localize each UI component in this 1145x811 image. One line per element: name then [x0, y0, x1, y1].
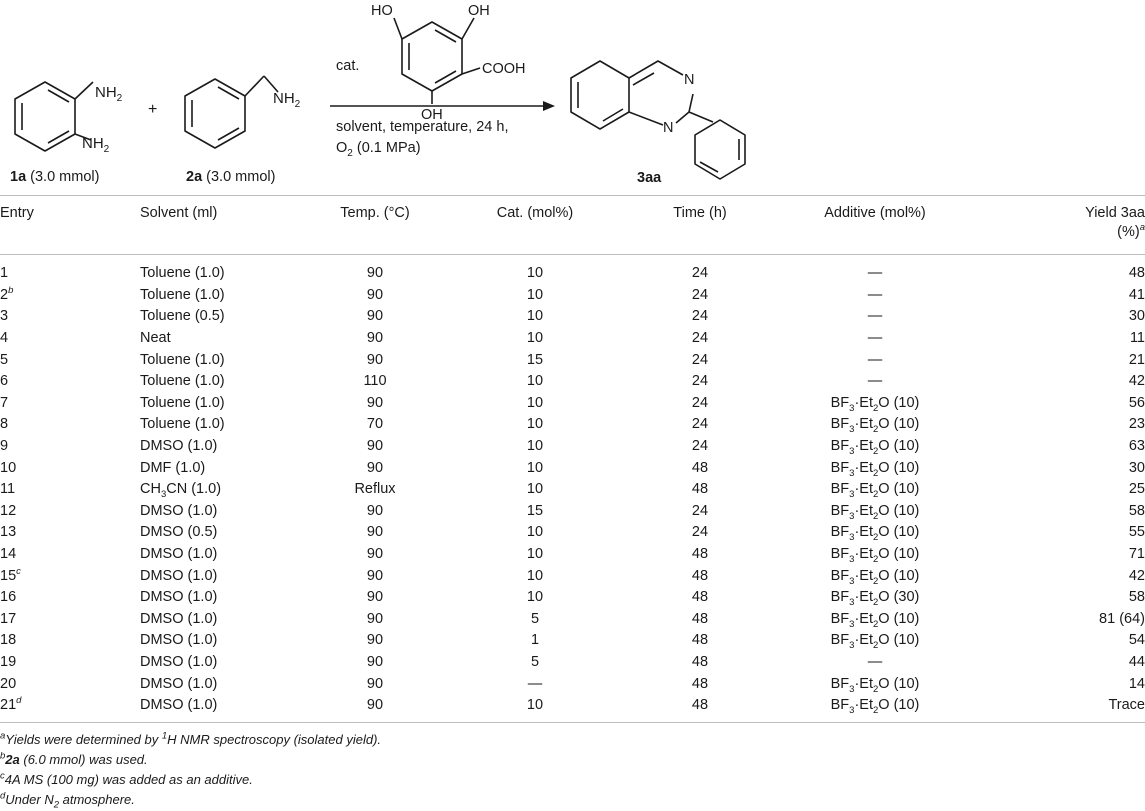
- header-yield: Yield 3aa (%)$^a$: [1085, 205, 1145, 240]
- cell-entry: 14: [0, 546, 17, 563]
- cell-additive: —: [867, 308, 883, 325]
- cell-yield: 58: [1128, 589, 1145, 606]
- table-row: [0, 371, 1145, 393]
- cell-temp: 90: [366, 286, 384, 303]
- cell-temp: 90: [366, 697, 384, 714]
- cell-cat: 10: [526, 308, 544, 325]
- cell-cat: 10: [526, 546, 544, 563]
- cell-cat: 10: [526, 697, 544, 714]
- cell-entry: 1: [0, 265, 9, 282]
- cell-entry: 15$^c$: [0, 565, 21, 584]
- table-row: [0, 254, 1145, 285]
- cell-cat: 15: [526, 351, 544, 368]
- cell-cat: 5: [530, 653, 540, 670]
- cell-time: 24: [691, 265, 709, 282]
- cell-additive: $BF_3\cdot Et_2O$ (10): [830, 416, 920, 436]
- cell-solvent: DMSO (1.0): [140, 632, 218, 649]
- cell-entry: 20: [0, 675, 17, 692]
- cell-time: 24: [691, 351, 709, 368]
- footnote-a: $^a$Yields were determined by $^1$H NMR spectroscopy (isolated yield).: [0, 730, 382, 747]
- cell-temp: 90: [366, 351, 384, 368]
- cell-temp: 90: [366, 675, 384, 692]
- cell-entry: 4: [0, 330, 9, 347]
- cell-yield: 30: [1128, 308, 1145, 325]
- reactant-2a-nh2: $NH_2$: [273, 90, 301, 110]
- cell-additive: $BF_3\cdot Et_2O$ (30): [830, 589, 920, 609]
- reactant-1a-nh2: $NH_2$: [82, 135, 110, 155]
- cell-yield: 63: [1128, 438, 1145, 455]
- cell-entry: 19: [0, 653, 17, 670]
- catalyst-cooh: COOH: [482, 61, 526, 77]
- table-row: [0, 436, 1145, 458]
- cell-cat: 10: [526, 394, 544, 411]
- cell-temp: 90: [366, 653, 384, 670]
- cell-time: 24: [691, 394, 709, 411]
- cell-cat: —: [527, 675, 543, 692]
- table-row: [0, 306, 1145, 328]
- cell-time: 48: [691, 459, 709, 476]
- table-row: [0, 522, 1145, 544]
- cell-cat: 10: [526, 567, 544, 584]
- table-row: [0, 393, 1145, 415]
- cell-entry: 21$^d$: [0, 695, 22, 714]
- cell-yield: 58: [1128, 502, 1145, 519]
- cell-cat: 10: [526, 330, 544, 347]
- table-header-row: [0, 200, 1145, 254]
- cell-yield: 11: [1129, 330, 1145, 347]
- cell-solvent: DMSO (1.0): [140, 675, 218, 692]
- cell-solvent: Toluene (1.0): [140, 373, 225, 390]
- cell-temp: 70: [366, 416, 384, 433]
- cell-cat: 10: [526, 481, 544, 498]
- cell-time: 48: [691, 675, 709, 692]
- cell-temp: 110: [363, 373, 387, 390]
- product-label: 3aa: [637, 170, 662, 186]
- cell-cat: 1: [530, 632, 540, 649]
- table-row: [0, 479, 1145, 501]
- cell-entry: 8: [0, 416, 9, 433]
- cell-additive: $BF_3\cdot Et_2O$ (10): [830, 697, 920, 717]
- cell-entry: 9: [0, 438, 9, 455]
- cell-additive: $BF_3\cdot Et_2O$ (10): [830, 438, 920, 457]
- cell-entry: 16: [0, 589, 17, 606]
- cell-time: 48: [691, 632, 709, 649]
- conditions-line-1: solvent, temperature, 24 h,: [336, 119, 509, 135]
- cell-cat: 10: [526, 416, 544, 433]
- cell-yield: 42: [1128, 567, 1145, 584]
- cell-yield: Trace: [1108, 697, 1145, 714]
- cell-solvent: DMSO (1.0): [140, 589, 218, 606]
- table-row: [0, 414, 1145, 436]
- cell-time: 24: [691, 438, 709, 455]
- cell-additive: —: [867, 265, 883, 282]
- cell-entry: 10: [0, 459, 17, 476]
- cell-time: 24: [691, 502, 709, 519]
- cell-temp: 90: [366, 546, 384, 563]
- cell-temp: 90: [366, 524, 384, 541]
- cell-time: 48: [691, 653, 709, 670]
- cell-temp: 90: [366, 567, 384, 584]
- cell-temp: 90: [366, 502, 384, 519]
- cell-cat: 10: [526, 373, 544, 390]
- cell-yield: 81 (64): [1099, 610, 1145, 627]
- cell-additive: —: [867, 653, 883, 670]
- cell-yield: 30: [1128, 459, 1145, 476]
- cell-solvent: DMSO (1.0): [140, 697, 218, 714]
- cell-additive: —: [867, 330, 883, 347]
- cell-additive: $BF_3\cdot Et_2O$ (10): [830, 675, 920, 695]
- table-row: [0, 501, 1145, 523]
- cell-solvent: Toluene (1.0): [140, 416, 225, 433]
- cell-time: 48: [691, 610, 709, 627]
- cell-entry: 11: [0, 481, 16, 498]
- cell-solvent: Neat: [140, 330, 171, 347]
- cell-time: 24: [691, 373, 709, 390]
- cell-solvent: DMSO (1.0): [140, 546, 218, 563]
- cell-time: 48: [691, 481, 709, 498]
- cell-time: 24: [691, 330, 709, 347]
- cell-cat: 10: [526, 438, 544, 455]
- cell-yield: 54: [1128, 632, 1145, 649]
- footnote-d: $^d$Under $N_2$ atmosphere.: [0, 790, 135, 811]
- cell-cat: 15: [526, 502, 544, 519]
- footnote-c: $^c$4A MS (100 mg) was added as an additive.: [0, 770, 253, 787]
- cell-additive: $BF_3\cdot Et_2O$ (10): [830, 632, 920, 652]
- cell-entry: 18: [0, 632, 17, 649]
- cell-cat: 10: [526, 286, 544, 303]
- cell-additive: $BF_3\cdot Et_2O$ (10): [830, 502, 920, 522]
- cell-solvent: $CH_3CN$ (1.0): [140, 481, 222, 501]
- cell-additive: $BF_3\cdot Et_2O$ (10): [830, 524, 920, 544]
- cell-yield: 41: [1128, 286, 1145, 303]
- cell-temp: 90: [366, 589, 384, 606]
- cell-cat: 10: [526, 459, 544, 476]
- cell-yield: 71: [1128, 546, 1145, 563]
- cell-yield: 23: [1128, 416, 1145, 433]
- cell-yield: 42: [1128, 373, 1145, 390]
- cell-additive: $BF_3\cdot Et_2O$ (10): [830, 567, 920, 587]
- cell-solvent: Toluene (1.0): [140, 286, 225, 303]
- cell-temp: 90: [366, 438, 384, 455]
- reaction-scheme: [0, 0, 1145, 190]
- cell-temp: 90: [366, 610, 384, 627]
- table-row: [0, 328, 1145, 350]
- catalyst-oh-bottom: OH: [421, 107, 443, 123]
- cell-solvent: DMSO (1.0): [140, 438, 218, 455]
- cell-temp: 90: [366, 632, 384, 649]
- table-row: [0, 695, 1145, 717]
- cell-yield: 21: [1128, 351, 1145, 368]
- cell-solvent: Toluene (1.0): [140, 394, 225, 411]
- cell-yield: 56: [1128, 394, 1145, 411]
- cell-additive: —: [867, 286, 883, 303]
- cell-temp: 90: [366, 265, 384, 282]
- product-n-bottom: N: [663, 120, 674, 136]
- table-footnotes: [0, 730, 1145, 810]
- table-row: [0, 587, 1145, 609]
- cell-solvent: DMSO (1.0): [140, 653, 218, 670]
- table-row: [0, 285, 1145, 307]
- cell-time: 48: [691, 567, 709, 584]
- cell-solvent: DMSO (0.5): [140, 524, 218, 541]
- cell-temp: 90: [366, 459, 384, 476]
- cell-entry: 5: [0, 351, 9, 368]
- cell-solvent: Toluene (1.0): [140, 351, 225, 368]
- cell-yield: 44: [1128, 653, 1145, 670]
- cell-time: 48: [691, 546, 709, 563]
- table-bottom-rule: [0, 722, 1145, 723]
- cell-time: 48: [691, 697, 709, 714]
- cell-cat: 5: [530, 610, 540, 627]
- cell-cat: 10: [526, 265, 544, 282]
- plus-sign: +: [148, 101, 158, 118]
- table-row: [0, 457, 1145, 479]
- header-additive: Additive (mol%): [824, 205, 926, 221]
- reactant-2a-structure: [185, 76, 278, 148]
- optimization-table: [0, 200, 1145, 716]
- cell-entry: 12: [0, 502, 17, 519]
- reactant-2a-label: 2a (3.0 mmol): [186, 169, 276, 185]
- reactant-1a-label: 1a (3.0 mmol): [10, 169, 100, 185]
- product-n-top: N: [684, 72, 695, 88]
- catalyst-prefix: cat.: [336, 58, 360, 74]
- cell-solvent: DMSO (1.0): [140, 502, 218, 519]
- cell-cat: 10: [526, 589, 544, 606]
- cell-additive: $BF_3\cdot Et_2O$ (10): [830, 481, 920, 501]
- cell-temp: 90: [366, 308, 384, 325]
- catalyst-oh-top-left: HO: [371, 3, 393, 19]
- cell-additive: $BF_3\cdot Et_2O$ (10): [830, 610, 920, 630]
- cell-time: 48: [691, 589, 709, 606]
- cell-entry: 13: [0, 524, 17, 541]
- table-row: [0, 652, 1145, 674]
- cell-entry: 7: [0, 394, 9, 411]
- cell-additive: —: [867, 373, 883, 390]
- header-cat: Cat. (mol%): [496, 205, 574, 221]
- table-row: [0, 609, 1145, 631]
- cell-solvent: Toluene (1.0): [140, 265, 225, 282]
- header-time: Time (h): [673, 205, 727, 221]
- cell-temp: 90: [366, 394, 384, 411]
- cell-additive: $BF_3\cdot Et_2O$ (10): [830, 546, 920, 565]
- arrow-head: [543, 101, 555, 111]
- conditions-line-2: $O_2$ (0.1 MPa): [336, 140, 421, 159]
- cell-entry: 6: [0, 373, 9, 390]
- cell-time: 24: [691, 416, 709, 433]
- header-entry: Entry: [0, 205, 34, 221]
- cell-solvent: DMSO (1.0): [140, 610, 218, 627]
- cell-time: 24: [691, 524, 709, 541]
- cell-entry: 3: [0, 308, 9, 325]
- cell-solvent: Toluene (0.5): [140, 308, 225, 325]
- table-row: [0, 349, 1145, 371]
- table-row: [0, 673, 1145, 695]
- cell-additive: $BF_3\cdot Et_2O$ (10): [830, 459, 920, 479]
- cell-entry: 17: [0, 610, 17, 627]
- cell-solvent: DMSO (1.0): [140, 567, 218, 584]
- catalyst-structure: [394, 18, 480, 104]
- cell-cat: 10: [526, 524, 544, 541]
- cell-time: 24: [691, 286, 709, 303]
- header-solvent: Solvent (ml): [140, 205, 218, 221]
- product-3aa-structure: [571, 61, 745, 179]
- footnote-b: $^b$2a (6.0 mmol) was used.: [0, 750, 148, 767]
- cell-entry: 2$^b$: [0, 285, 14, 303]
- cell-additive: —: [867, 351, 883, 368]
- table-row: [0, 544, 1145, 566]
- cell-additive: $BF_3\cdot Et_2O$ (10): [830, 394, 920, 414]
- table-top-rule: [0, 195, 1145, 196]
- cell-yield: 48: [1128, 265, 1145, 282]
- cell-yield: 14: [1128, 675, 1145, 692]
- cell-yield: 25: [1128, 481, 1145, 498]
- catalyst-oh-top-right: OH: [468, 3, 490, 19]
- cell-time: 24: [691, 308, 709, 325]
- header-temp: Temp. (°C): [340, 205, 410, 221]
- table-row: [0, 630, 1145, 652]
- reactant-1a-ch2nh2: $NH_2$: [95, 84, 123, 104]
- table-row: [0, 565, 1145, 587]
- cell-yield: 55: [1128, 524, 1145, 541]
- cell-temp: Reflux: [354, 481, 396, 498]
- cell-temp: 90: [366, 330, 384, 347]
- cell-solvent: DMF (1.0): [140, 459, 206, 476]
